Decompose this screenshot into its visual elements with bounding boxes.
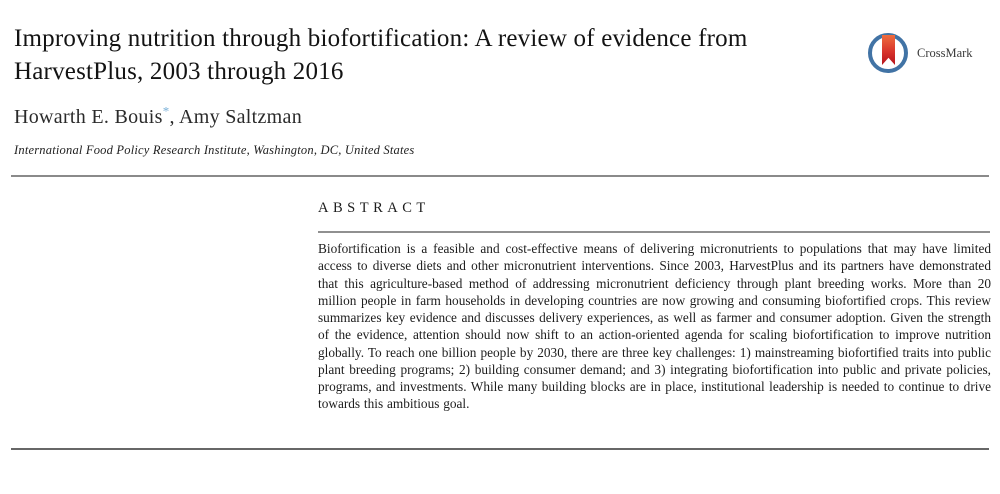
author-affiliation: International Food Policy Research Institute, Washington, DC, United States xyxy=(14,143,415,157)
crossmark-label: CrossMark xyxy=(917,45,973,60)
abstract-text: Biofortification is a feasible and cost-effective means of delivering micronutrients to populations that may have limited access to diverse diets and other micronutrient interventions. Since 2003, HarvestPlus and its partners have demonstrated that this agriculture-based method of addressing micronutrient deficiency through plant breeding works. More than 20 million people in farm households in developing countries are now growing and consuming biofortified crops. This review summarizes key evidence and discusses delivery experiences, as well as farmer and consumer adoption. Given the strength of the evidence, attention should now shift to an action-oriented agenda for scaling biofortification to improve nutrition globally. To reach one billion people by 2030, there are three key challenges: 1) mainstreaming biofortified traits into public plant breeding programs; 2) building consumer demand; and 3) integrating biofortification into public and private policies, programs, and investments. While many building blocks are in place, institutional leadership is needed to continue to drive towards this ambitious goal. xyxy=(318,241,991,412)
author-name-first: Howarth E. Bouis xyxy=(14,106,163,128)
author-name-second: , Amy Saltzman xyxy=(169,106,303,128)
page-title xyxy=(14,22,864,88)
corresponding-author-asterisk-link[interactable]: * xyxy=(162,103,170,119)
abstract-heading-rule xyxy=(318,231,990,233)
crossmark-bookmark-circle-icon[interactable] xyxy=(868,32,910,74)
crossmark-badge[interactable] xyxy=(868,32,973,74)
footer-divider-rule xyxy=(11,448,989,450)
header-divider-rule xyxy=(11,175,989,177)
article-title-line-2: HarvestPlus, 2003 through 2016 xyxy=(14,58,344,85)
article-title-line-1: Improving nutrition through biofortification: A review of evidence from xyxy=(14,25,748,52)
abstract-heading: ABSTRACT xyxy=(318,200,430,216)
author-list xyxy=(14,103,303,129)
